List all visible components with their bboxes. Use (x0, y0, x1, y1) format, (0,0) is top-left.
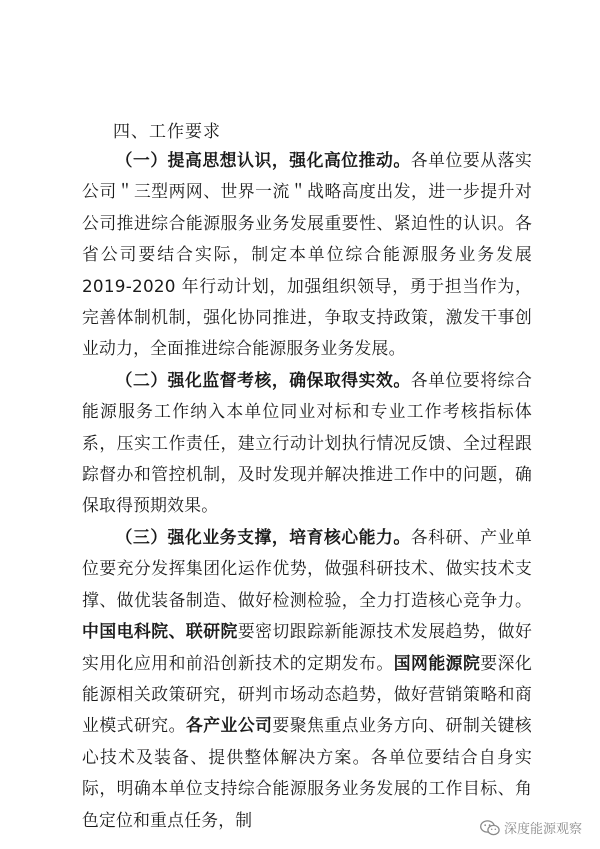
paragraph-3-text-4: 要聚焦重点业务方向、研制关键核心技术及装备、提供整体解决方案。各单位要结合自身实际，明确本单位支持综合能源服务业务发展的工作目标、角色定位和重点任务，制 (82, 715, 532, 830)
paragraph-3 (82, 522, 532, 836)
wechat-icon (480, 820, 500, 836)
paragraph-1 (82, 145, 532, 365)
paragraph-2 (82, 365, 532, 522)
paragraph-2-lead: （二）强化监督考核，确保取得实效。 (115, 369, 411, 390)
paragraph-1-lead: （一）提高思想认识，强化高位推动。 (115, 150, 411, 170)
watermark-label: 深度能源观察 (503, 822, 582, 837)
paragraph-3-text-2: 要密切跟踪新能源技术发展趋势，做好实用化应用和前沿创新技术的定期发布。 (82, 621, 532, 673)
paragraph-3-org-2: 国网能源院 (393, 652, 481, 673)
section-heading: 四、工作要求 (113, 122, 221, 142)
paragraph-3-org-1: 中国电科院、联研院 (82, 621, 238, 642)
paragraph-3-lead: （三）强化业务支撑，培育核心能力。 (115, 526, 411, 547)
watermark (480, 818, 582, 837)
paragraph-3-text-1: 各科研、产业单位要充分发挥集团化运作优势，做强科研技术、做实技术支撑、做优装备制造、做好检测检验，全力打造核心竞争力。 (82, 526, 532, 610)
paragraph-2-text: 各单位要将综合能源服务工作纳入本单位同业对标和专业工作考核指标体系，压实工作责任，建立行动计划执行情况反馈、全过程跟踪督办和管控机制，及时发现并解决推进工作中的问题，确保取得预期效果。 (82, 369, 532, 516)
document-body (82, 145, 532, 836)
paragraph-3-org-3: 各产业公司 (185, 715, 273, 736)
paragraph-3-text-3: 要深化能源相关政策研究，研判市场动态趋势，做好营销策略和商业模式研究。 (82, 652, 532, 736)
paragraph-1-text: 各单位要从落实公司＂三型两网、世界一流＂战略高度出发，进一步提升对公司推进综合能源服务业务发展重要性、紧迫性的认识。各省公司要结合实际，制定本单位综合能源服务业务发展 2019-2020 年行动计划，加强组织领导，勇于担当作为，完善体制机制，强化协同推进，争取支持政策，激发干事创业动力，全面推进综合能源服务业务发展。 (82, 150, 532, 359)
